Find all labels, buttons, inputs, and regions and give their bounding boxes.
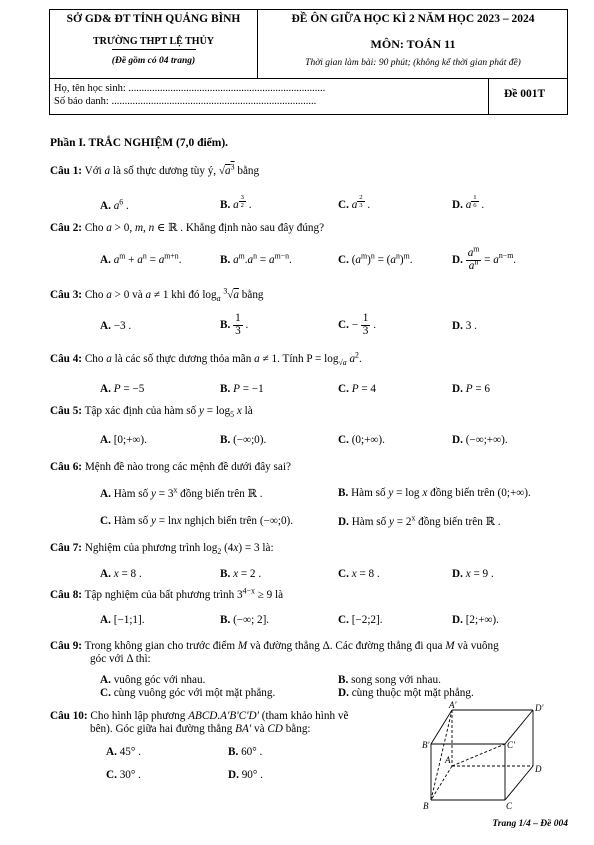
option-c: C. (0;+∞). <box>338 434 385 446</box>
option-a: A. 45° . <box>106 746 141 758</box>
option-d: D. (−∞;+∞). <box>452 434 508 446</box>
vertex-label: D' <box>535 703 544 713</box>
option-c: C. − $\frac{1}{3}$ . <box>338 312 376 337</box>
cube-hidden-edge <box>431 766 452 800</box>
school-name: TRƯỜNG THPT LỆ THỦY <box>92 36 215 47</box>
question-9-line2: góc với Δ thì: <box>90 653 151 665</box>
header-table <box>49 9 568 115</box>
option-d: D. x = 9 . <box>452 568 494 580</box>
option-a: A. [−1;1]. <box>100 614 145 626</box>
exam-code: Đề 001T <box>504 88 546 100</box>
option-a: A. Hàm số $y = 3^x$ đồng biến trên ℝ . <box>100 485 263 500</box>
option-c: C. 30° . <box>106 769 141 781</box>
option-c: C. cùng vuông góc với một mặt phẳng. <box>100 687 276 699</box>
option-b: B. song song với nhau. <box>338 674 441 686</box>
option-b: B. 60° . <box>228 746 263 758</box>
student-id-field: Số báo danh: .............................................................................. <box>54 96 317 107</box>
option-d: D. a $^{\frac{1}{6}}$ . <box>452 194 485 212</box>
vertex-label: A <box>445 755 451 765</box>
question-3: Câu 3: Cho a > 0 và a ≠ 1 khi đó $\log_a ^3√a$ bằng <box>50 286 264 304</box>
pages-note: (Đề gồm có 04 trang) <box>111 56 196 66</box>
option-d: D. [2;+∞). <box>452 614 499 626</box>
vertex-label: B <box>423 801 429 811</box>
header-divider <box>488 78 489 114</box>
option-d: D. Hàm số $y = 2^x$ đồng biến trên ℝ . <box>338 513 501 528</box>
question-1: Câu 1: Với a là số thực dương tùy ý, $√a^3$ bằng <box>50 162 260 177</box>
option-a: A. P = −5 <box>100 383 145 395</box>
question-2: Câu 2: Cho a > 0, m, n ∈ ℝ . Khẳng định nào sau đây đúng? <box>50 222 325 234</box>
question-5: Câu 5: Tập xác định của hàm số $y = \log_5 x$ là <box>50 405 253 420</box>
question-7: Câu 7: Nghiệm của phương trình $\log_2 (4x) = 3$ là: <box>50 542 274 557</box>
option-a: A. [0;+∞). <box>100 434 147 446</box>
option-c: C. $(a^m)^n = (a^n)^m$. <box>338 251 413 266</box>
page-footer: Trang 1/4 – Đề 004 <box>492 819 568 829</box>
exam-title: ĐỀ ÔN GIỮA HỌC KÌ 2 NĂM HỌC 2023 – 2024 <box>291 13 535 25</box>
question-10-line2: bên). Góc giữa hai đường thẳng BA' và CD bằng: <box>90 723 311 735</box>
question-6: Câu 6: Mệnh đề nào trong các mệnh đề dưới đây sai? <box>50 461 291 473</box>
option-d: D. 90° . <box>228 769 263 781</box>
cube-figure <box>415 700 550 812</box>
header-divider <box>50 78 567 79</box>
cube-edge <box>505 710 533 744</box>
option-a: A. $a^m + a^n = a^{m+n}$. <box>100 251 182 266</box>
vertex-label: C' <box>507 740 515 750</box>
option-b: B. (−∞;0). <box>220 434 267 446</box>
option-d: D. $\frac{a^m}{a^n}$ = $a^{n-m}$. <box>452 244 517 272</box>
section-title: Phần I. TRẮC NGHIỆM (7,0 điểm). <box>50 137 229 149</box>
cube-edge <box>431 710 452 744</box>
dept-name: SỞ GD& ĐT TỈNH QUẢNG BÌNH <box>66 13 241 25</box>
option-b: B. $\frac{1}{3}$ . <box>220 312 249 337</box>
cube-edge <box>505 766 533 800</box>
option-b: B. (−∞; 2]. <box>220 614 270 626</box>
option-b: B. $a^m.a^n = a^{m-n}$. <box>220 251 292 266</box>
option-b: B. a $^{\frac{3}{2}}$ . <box>220 194 252 212</box>
vertex-label: C <box>506 801 513 811</box>
question-4: Câu 4: Cho a là các số thực dương thỏa mãn a ≠ 1. Tính $P = \log_{√a} a^2$. <box>50 350 362 368</box>
option-d: D. cùng thuộc một mặt phẳng. <box>338 687 474 699</box>
student-name-field: Họ, tên học sinh: ........................................................................... <box>54 83 326 94</box>
cube-hidden-edge <box>452 744 505 766</box>
option-d: D. P = 6 <box>452 383 491 395</box>
question-8: Câu 8: Tập nghiệm của bất phương trình $3^{4-x} \ge 9$ là <box>50 586 284 601</box>
option-c: C. Hàm số y = lnx nghịch biến trên (−∞;0). <box>100 515 294 527</box>
question-9: Câu 9: Trong không gian cho trước điểm M và đường thẳng Δ. Các đường thẳng đi qua M và vuông <box>50 640 499 652</box>
option-c: C. [−2;2]. <box>338 614 383 626</box>
underline <box>112 49 196 50</box>
option-c: C. a $^{\frac{2}{3}}$ . <box>338 194 371 212</box>
option-b: B. Hàm số y = log x đồng biến trên (0;+∞). <box>338 487 531 499</box>
subject: MÔN: TOÁN 11 <box>370 37 456 51</box>
vertex-label: A' <box>449 700 457 710</box>
option-c: C. x = 8 . <box>338 568 380 580</box>
option-c: C. P = 4 <box>338 383 377 395</box>
time-note: Thời gian làm bài: 90 phút; (không kể thời gian phát đề) <box>305 58 521 68</box>
option-b: B. P = −1 <box>220 383 264 395</box>
option-a: A. −3 . <box>100 320 132 332</box>
option-a: A. $a^6$ . <box>100 197 129 212</box>
option-a: A. x = 8 . <box>100 568 142 580</box>
option-d: D. 3 . <box>452 320 477 332</box>
vertex-label: D <box>535 764 542 774</box>
option-b: B. x = 2 . <box>220 568 262 580</box>
vertex-label: B' <box>422 740 430 750</box>
question-10: Câu 10: Cho hình lập phương ABCD.A'B'C'D' (tham khảo hình vẽ <box>50 710 349 722</box>
option-a: A. vuông góc với nhau. <box>100 674 206 686</box>
